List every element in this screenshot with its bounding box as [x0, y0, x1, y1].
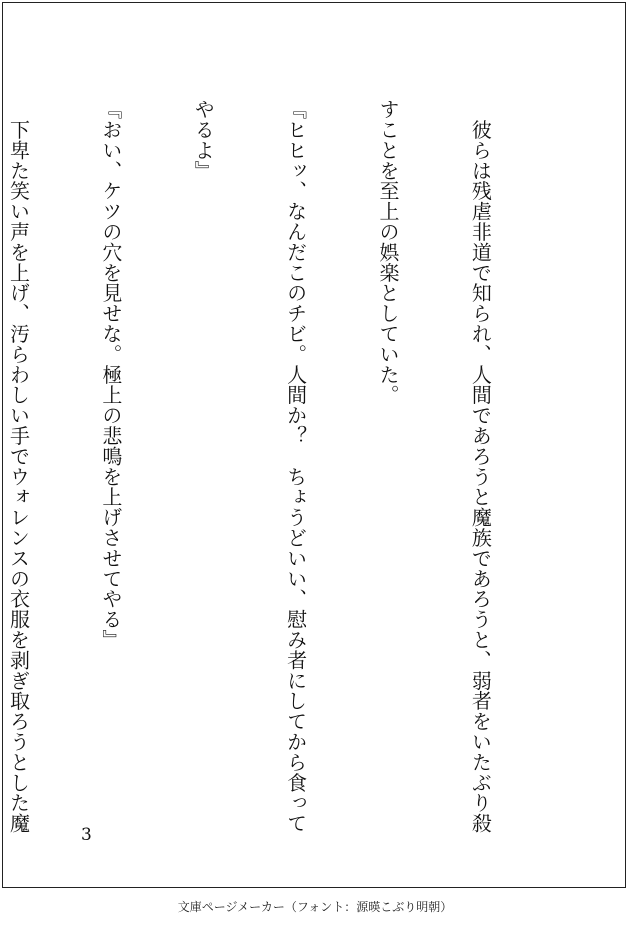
footer-credit: 文庫ページメーカー（フォント：源暎こぶり明朝） — [177, 900, 453, 914]
text-line: やるよ』 — [191, 99, 216, 181]
text-line: すことを至上の娯楽としていた。 — [376, 99, 401, 405]
text-line: 彼らは残虐非道で知られ、人間であろうと魔族であろうと、弱者をいたぶり殺 — [468, 99, 493, 834]
text-line: 下卑た笑い声を上げ、汚らわしい手でウォレンスの衣服を剥ぎ取ろうとした魔 — [6, 99, 31, 834]
text-line: 『ヒヒッ、なんだこのチビ。人間か？ ちょうどいい、慰み者にしてから食って — [283, 99, 308, 834]
page-number: 3 — [81, 825, 92, 845]
vertical-text-body — [6, 99, 557, 841]
text-line: 『おい、ケツの穴を見せな。極上の悲鳴を上げさせてやる』 — [98, 99, 123, 650]
book-page — [2, 2, 626, 888]
